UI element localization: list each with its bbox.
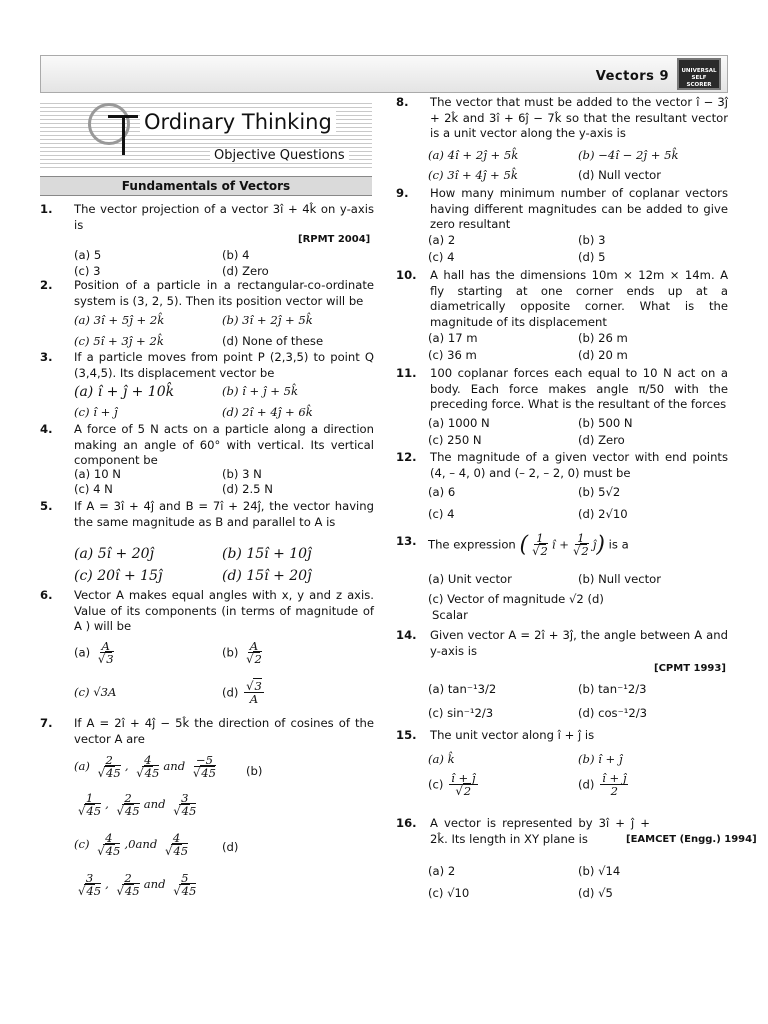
option-c[interactable]: (c) Vector of magnitude √2 (d) (428, 592, 604, 606)
option-d[interactable]: $\frac{3}{√45}$ , $\frac{2}{√45}$ and $\frac{5}{√45}$ (78, 871, 197, 898)
question-reference: [CPMT 1993] (654, 663, 726, 674)
option-d[interactable]: (d) Null vector (578, 168, 662, 182)
question-text: If a particle moves from point P (2,3,5) to point Q (3,4,5). Its displacement vector be (74, 350, 374, 380)
option-c[interactable]: (c) 36 m (428, 348, 477, 362)
option-b[interactable]: (b) 15î + 10ĵ (222, 546, 312, 562)
option-c[interactable]: (c) 3 (74, 264, 101, 278)
option-a[interactable]: (a) 6 (428, 485, 456, 499)
option-a[interactable]: (a) 17 m (428, 331, 478, 345)
option-d[interactable]: (d) $\frac{√3}{A}$ (222, 679, 262, 706)
question-text: The magnitude of a given vector with end points (4, – 4, 0) and (– 2, – 2, 0) must be (430, 450, 728, 480)
fraction-root3-over-a: $\frac{√3}{A}$ (246, 679, 262, 706)
option-d[interactable]: (d) 2î + 4ĵ + 6k̂ (222, 405, 313, 419)
option-a[interactable]: (a) 4î + 2ĵ + 5k̂ (428, 148, 519, 162)
ordinary-thinking-banner (40, 100, 372, 170)
question-text: Vector A makes equal angles with x, y and z axis. Value of its components (in terms of magnitude of A ) will be (74, 588, 374, 633)
option-c[interactable]: (c) 3î + 4ĵ + 5k̂ (428, 168, 518, 182)
option-c[interactable]: (c) 4 (428, 250, 455, 264)
self-scorer-logo: UNIVERSAL SELF SCORER (677, 58, 721, 90)
ot-logo-t-stem (122, 115, 125, 155)
option-b[interactable]: (b) î + ĵ + 5k̂ (222, 384, 299, 398)
question-text: The vector projection of a vector 3î + 4k̂ on y-axis is (74, 202, 374, 232)
question-text: A hall has the dimensions 10m × 12m × 14m. A fly starting at one corner ends up at a diametrically opposite corner. What is the magnitude of its displacement (430, 268, 728, 329)
option-c[interactable]: (c) sin⁻¹2/3 (428, 706, 494, 720)
option-b[interactable]: (b) 3 (578, 233, 606, 247)
question-text: 100 coplanar forces each equal to 10 N act on a body. Each force makes angle π/50 with the preceding force. What is the resultant of the forces (430, 366, 728, 411)
option-c[interactable]: (c) $\frac{4}{√45}$ ,0and $\frac{4}{√45}$ (74, 831, 189, 858)
option-c[interactable]: (c) 5î + 3ĵ + 2k̂ (74, 334, 164, 348)
option-b[interactable]: (b) √14 (578, 864, 621, 878)
question-text: The unit vector along î + ĵ is (430, 728, 595, 742)
question-13: 13. (396, 534, 417, 548)
section-heading: Fundamentals of Vectors (40, 176, 372, 196)
question-text: If A = 2î + 4ĵ − 5k̂ the direction of cosines of the vector A are (74, 716, 374, 746)
option-a[interactable]: (a) 5 (74, 248, 102, 262)
option-b[interactable]: (b) −4î − 2ĵ + 5k̂ (578, 148, 679, 162)
question-reference: [RPMT 2004] (298, 234, 371, 245)
fraction-a-over-root2: $\frac{A}{√2}$ (246, 639, 262, 666)
question-text: How many minimum number of coplanar vectors having different magnitudes can be added to give zero resultant (430, 186, 728, 231)
option-b[interactable]: (b) 4 (222, 248, 250, 262)
option-a[interactable]: (a) tan⁻¹3/2 (428, 682, 497, 696)
question-text: Position of a particle in a rectangular-co-ordinate system is (3, 2, 5). Then its position vector will be (74, 278, 374, 308)
option-b[interactable]: (b) î + ĵ (578, 752, 623, 766)
question-reference: [EAMCET (Engg.) 1994] (626, 834, 757, 845)
question-text: Given vector A = 2î + 3ĵ, the angle between A and y-axis is (430, 628, 728, 658)
option-a[interactable]: (a) Unit vector (428, 572, 512, 586)
option-d[interactable]: (d) cos⁻¹2/3 (578, 706, 648, 720)
option-b[interactable]: (b) 5√2 (578, 485, 621, 499)
option-a[interactable]: (a) $\frac{2}{√45}$ , $\frac{4}{√45}$ and $\frac{-5}{√45}$ (74, 753, 216, 780)
option-c[interactable]: (c) $\frac{î + ĵ}{√2}$ (428, 771, 476, 798)
option-c[interactable]: (c) 4 (428, 507, 455, 521)
option-d[interactable]: (d) 2.5 N (222, 482, 273, 496)
option-c[interactable]: (c) √3A (74, 685, 117, 699)
option-d[interactable]: (d) None of these (222, 334, 324, 348)
option-d[interactable]: (d) Zero (222, 264, 269, 278)
option-d[interactable]: (d) √5 (578, 886, 613, 900)
option-a[interactable]: (a) $\frac{A}{√3}$ (74, 639, 114, 666)
option-a[interactable]: (a) k̂ (428, 752, 455, 766)
option-b[interactable]: (b) 3 N (222, 467, 262, 481)
option-d[interactable]: (d) $\frac{î + ĵ}{2}$ (578, 771, 627, 798)
option-d[interactable]: (d) 5 (578, 250, 606, 264)
question-text: A vector is represented by 3î + ĵ + 2k̂. Its length in XY plane is (430, 816, 650, 846)
option-c[interactable]: (c) 250 N (428, 433, 482, 447)
option-a[interactable]: (a) 3î + 5ĵ + 2k̂ (74, 313, 165, 327)
option-a[interactable]: (a) 5î + 20ĵ (74, 546, 154, 562)
option-b[interactable]: (b) 3î + 2ĵ + 5k̂ (222, 313, 313, 327)
banner-title: Ordinary Thinking (140, 110, 336, 134)
running-title: Vectors 9 (595, 69, 669, 84)
page-header (40, 55, 728, 93)
option-d[interactable]: (d) 15î + 20ĵ (222, 568, 312, 584)
option-d[interactable]: (d) 2√10 (578, 507, 628, 521)
option-a[interactable]: (a) 10 N (74, 467, 121, 481)
fraction-a-over-root3: $\frac{A}{√3}$ (97, 639, 114, 666)
option-b[interactable]: (b) 500 N (578, 416, 633, 430)
question-text: The expression ( $\frac{1}{√2}$ î + $\frac{1}{√2}$ ĵ) is a (428, 531, 629, 558)
option-b[interactable]: $\frac{1}{√45}$ , $\frac{2}{√45}$ and $\frac{3}{√45}$ (78, 791, 197, 818)
question-text: The vector that must be added to the vector î − 3ĵ + 2k̂ and 3î + 6ĵ − 7k̂ so that the resultant vector is a unit vector along the y-axis is (430, 95, 728, 140)
option-b[interactable]: (b) Null vector (578, 572, 662, 586)
option-d[interactable]: (d) 20 m (578, 348, 628, 362)
option-b[interactable]: (b) $\frac{A}{√2}$ (222, 639, 262, 666)
option-a[interactable]: (a) î + ĵ + 10k̂ (74, 384, 175, 400)
option-d[interactable]: Scalar (432, 608, 468, 622)
banner-subtitle: Objective Questions (210, 148, 349, 163)
option-c[interactable]: (c) î + ĵ (74, 405, 118, 419)
option-a[interactable]: (a) 2 (428, 233, 456, 247)
question-text: A force of 5 N acts on a particle along a direction making an angle of 60° with vertical. Its vertical component be (74, 422, 374, 467)
option-d-label[interactable]: (d) (222, 840, 239, 854)
option-c[interactable]: (c) 4 N (74, 482, 113, 496)
option-c[interactable]: (c) 20î + 15ĵ (74, 568, 163, 584)
option-c[interactable]: (c) √10 (428, 886, 470, 900)
option-b-label[interactable]: (b) (246, 764, 263, 778)
option-b[interactable]: (b) tan⁻¹2/3 (578, 682, 647, 696)
option-a[interactable]: (a) 2 (428, 864, 456, 878)
question-text: If A = 3î + 4ĵ and B = 7î + 24ĵ, the vector having the same magnitude as B and parallel to A is (74, 499, 374, 529)
option-d[interactable]: (d) Zero (578, 433, 625, 447)
option-b[interactable]: (b) 26 m (578, 331, 628, 345)
option-a[interactable]: (a) 1000 N (428, 416, 490, 430)
